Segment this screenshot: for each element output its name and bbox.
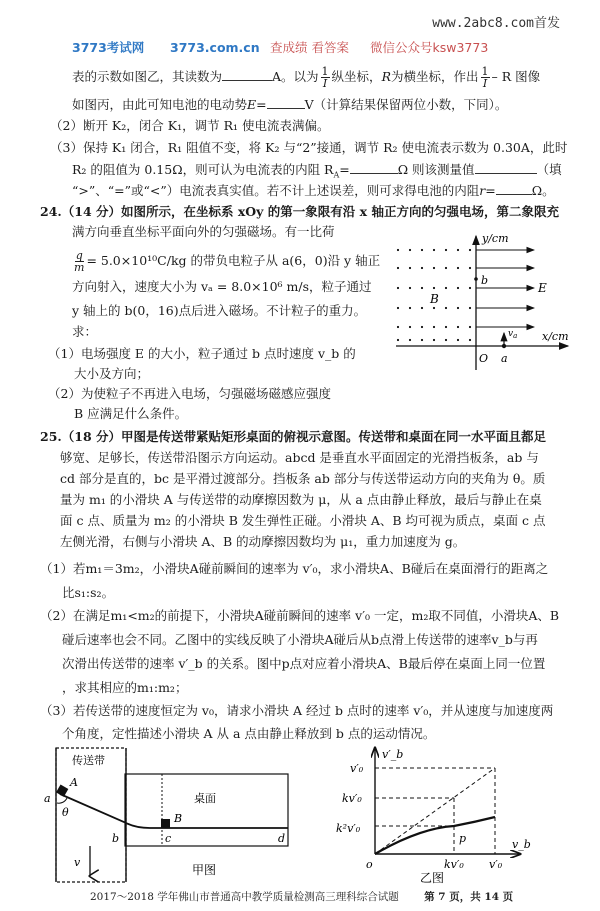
q24-line5: y 轴上的 b(0，16)点后进入磁场。不计粒子的重力。 — [72, 303, 367, 318]
q24-sub1-line1: （1）电场强度 E 的大小，粒子通过 b 点时速度 v_b 的 — [48, 346, 356, 361]
field-dot — [397, 267, 399, 269]
red-watermark: 查成绩 看答案 — [270, 40, 349, 55]
table-label: 桌面 — [194, 792, 216, 805]
frac-den: I — [322, 77, 328, 90]
q24-line3 — [72, 250, 380, 273]
q25-sub1-line2: 比s₁:s₂。 — [62, 585, 115, 600]
point-b-marker — [474, 277, 478, 281]
q25-sub2-line1: （2）在满足m₁<m₂的前提下，小滑块A碰前瞬间的速率 v′₀ 一定，m₂取不同值，小滑块A、B — [40, 608, 560, 623]
y-axis-label: y/cm — [482, 232, 509, 245]
x-tick-kv0: kv′₀ — [444, 858, 464, 871]
q25-line3: cd 部分是直的，bc 是平滑过渡部分。挡板条 ab 部分与传送带运动方向的夹角为 θ。质 — [60, 471, 546, 486]
point-p-label: p — [459, 832, 467, 845]
velocity-label: v — [74, 856, 81, 869]
text: V（计算结果保留两位小数，下同）。 — [304, 97, 508, 112]
point-a-label: a — [501, 352, 508, 365]
q25-sub3-line1: （3）若传送带的速度恒定为 v₀，请求小滑块 A 经过 b 点时的速率 v′₀，并从速度与加速度两 — [40, 703, 554, 718]
electric-field-arrows — [476, 250, 534, 327]
text: E= — [247, 97, 267, 112]
y-axis-label: v′_b — [382, 748, 404, 761]
text: 表的示数如图乙，其读数为 — [72, 69, 223, 84]
x-tick-v0: v′₀ — [489, 858, 503, 871]
point-a-marker — [502, 344, 506, 348]
field-dot — [445, 267, 447, 269]
point-c-label: c — [165, 832, 172, 845]
velocity-label: $v_a$ — [508, 329, 518, 340]
block-B-label: B — [174, 812, 183, 825]
red-watermark-sub: 微信公众号ksw3773 — [370, 40, 489, 55]
q24-line2: 满方向垂直坐标平面向外的匀强磁场。有一比荷 — [72, 224, 335, 239]
table-surface — [125, 774, 288, 846]
text: Ω。 — [531, 183, 555, 198]
frac-den: m — [74, 261, 85, 274]
fraction-q-over-m — [74, 250, 84, 273]
q25-line6: 左侧光滑，右侧与小滑块 A、B 的动摩擦因数均为 μ₁，重力加速度为 g。 — [60, 534, 466, 549]
field-dot — [457, 249, 459, 251]
field-dot — [445, 326, 447, 328]
field-dot — [469, 307, 471, 309]
angle-arc — [57, 798, 67, 803]
fig-jia-caption: 甲图 — [192, 863, 217, 877]
q24-field-figure — [392, 222, 600, 382]
text: A。以为 — [272, 69, 319, 84]
fraction-1-over-I-2 — [481, 66, 490, 89]
logo-watermark: 3773考试网 — [72, 40, 145, 55]
origin-label: o — [366, 858, 373, 871]
angle-label: θ — [62, 806, 69, 819]
site-watermark: www.2abc8.com首发 — [432, 16, 560, 31]
q23-part3-line3 — [72, 182, 555, 199]
field-dot — [409, 326, 411, 328]
field-E-label: E — [538, 281, 547, 295]
fraction-1-over-I — [321, 66, 330, 89]
point-b-label: b — [481, 274, 489, 287]
q24-line6: 求： — [72, 324, 98, 339]
text: 如图丙，由此可知电池的电动势 — [72, 97, 248, 112]
field-dot — [409, 339, 411, 341]
field-dot — [421, 249, 423, 251]
field-dot — [445, 249, 447, 251]
field-dot — [397, 339, 399, 341]
fig-yi-velocity-graph — [320, 746, 600, 886]
field-dot — [433, 307, 435, 309]
q25-line1: 25.（18 分）甲图是传送带紧贴矩形桌面的俯视示意图。传送带和桌面在同一水平面且都足 — [40, 429, 546, 444]
answer-blank[interactable] — [267, 96, 305, 109]
x-axis-label: x/cm — [542, 330, 569, 343]
answer-blank[interactable] — [222, 68, 272, 81]
footer-page: 第 7 页，共 14 页 — [424, 891, 514, 903]
fig-jia-conveyor — [0, 746, 320, 886]
point-a-label: a — [44, 792, 51, 805]
diagonal-line — [375, 768, 495, 854]
q23-part3-line2 — [72, 161, 562, 184]
solid-curve — [375, 817, 495, 854]
field-dot — [433, 267, 435, 269]
field-dot — [433, 339, 435, 341]
q23-line2 — [72, 96, 507, 113]
block-A-label: A — [70, 776, 78, 789]
block-A — [56, 785, 68, 797]
field-dot — [421, 339, 423, 341]
fig-yi-caption: 乙图 — [420, 871, 445, 885]
q23-line1 — [72, 66, 540, 89]
frac-num: q — [75, 249, 83, 262]
field-dot — [421, 267, 423, 269]
field-dot — [469, 339, 471, 341]
field-dot — [445, 339, 447, 341]
y-tick-k2v0: k²v′₀ — [336, 822, 361, 835]
field-dot — [469, 287, 471, 289]
point-b-label: b — [112, 832, 120, 845]
field-dot — [409, 287, 411, 289]
origin-label: O — [479, 352, 489, 365]
field-dot — [457, 307, 459, 309]
field-dot — [409, 249, 411, 251]
frac-num: 1 — [481, 65, 489, 78]
q23-part3-line1: （3）保持 K₁ 闭合，R₁ 阻值不变，将 K₂ 与“2”接通，调节 R₂ 使电流表示数为 0.30A，此时 — [50, 140, 568, 155]
q25-sub1-line1: （1）若m₁＝3m₂，小滑块A碰前瞬间的速率为 v′₀，求小滑块A、B碰后在桌面滑行的距离之 — [40, 561, 549, 576]
text: （填 — [536, 162, 562, 177]
point-d-label: d — [278, 832, 286, 845]
text: = 5.0×10¹⁰C/kg 的带负电粒子从 a(6，0)沿 y 轴正 — [86, 253, 381, 268]
guide-lines — [375, 768, 495, 854]
frac-num: 1 — [321, 65, 329, 78]
answer-blank[interactable] — [475, 161, 537, 174]
y-tick-v0: v′₀ — [350, 762, 364, 775]
q24-sub2-line2: B 应满足什么条件。 — [74, 406, 188, 421]
field-dot — [397, 249, 399, 251]
q23-part2: （2）断开 K₂，闭合 K₁，调节 R₁ 使电流表满偏。 — [50, 118, 330, 133]
field-dot — [421, 307, 423, 309]
q25-sub3-line2: 个角度，定性描述小滑块 A 从 a 点由静止释放到 b 点的运动情况。 — [62, 726, 436, 741]
text: r= — [479, 183, 496, 198]
answer-blank[interactable] — [496, 182, 532, 195]
q25-line2: 够宽、足够长，传送带沿图示方向运动。abcd 是垂直水平面固定的光滑挡板条，ab 与 — [60, 450, 539, 465]
field-dot — [421, 287, 423, 289]
q24-line1: 24.（14 分）如图所示，在坐标系 xOy 的第一象限有沿 x 轴正方向的匀强电场，第二象限充 — [40, 204, 559, 219]
field-dot — [445, 307, 447, 309]
footer — [90, 889, 513, 904]
block-B — [161, 819, 170, 828]
field-dot — [445, 287, 447, 289]
field-dot — [397, 307, 399, 309]
frac-den: I — [482, 77, 488, 90]
field-dot — [469, 326, 471, 328]
text: 纵坐标， — [331, 69, 382, 84]
url-watermark: 3773.com.cn — [170, 40, 260, 55]
field-dot — [409, 307, 411, 309]
answer-blank[interactable] — [350, 161, 398, 174]
field-dot — [433, 287, 435, 289]
x-axis-label: v_b — [512, 838, 531, 851]
field-dot — [469, 249, 471, 251]
field-dot — [433, 326, 435, 328]
field-dot — [457, 326, 459, 328]
text: R — [381, 69, 391, 84]
field-dot — [457, 287, 459, 289]
field-B-label: B — [430, 292, 439, 306]
q24-sub1-line2: 大小及方向； — [74, 366, 150, 381]
field-dot — [397, 287, 399, 289]
field-dot — [397, 326, 399, 328]
field-dot — [469, 267, 471, 269]
text: 为横坐标，作出 — [390, 69, 479, 84]
q25-sub2-line2: 碰后速率也会不同。乙图中的实线反映了小滑块A碰后从b点滑上传送带的速率v_b与再 — [62, 632, 538, 647]
text: Ω 则该测量值 — [397, 162, 475, 177]
field-dot — [421, 326, 423, 328]
field-dot — [457, 267, 459, 269]
q24-sub2-line1: （2）为使粒子不再进入电场，匀强磁场磁感应强度 — [48, 386, 331, 401]
footer-title: 2017～2018 学年佛山市普通高中教学质量检测高三理科综合试题 — [90, 891, 399, 903]
text: “>”、“=”或“<”）电流表真实值。若不计上述误差，则可求得电池的内阻 — [72, 183, 480, 198]
text: = — [339, 162, 350, 177]
q24-line4: 方向射入，速度大小为 vₐ = 8.0×10⁶ m/s，粒子通过 — [72, 279, 372, 294]
q25-line5: 面 c 点、质量为 m₂ 的小滑块 B 发生弹性正碰。小滑块 A、B 均可视为质点，桌面 c 点 — [60, 513, 546, 528]
text: – R 图像 — [491, 69, 541, 84]
y-tick-kv0: kv′₀ — [342, 792, 362, 805]
field-dot — [409, 267, 411, 269]
belt-label: 传送带 — [72, 754, 105, 767]
text: R₂ 的阻值为 0.15Ω，则可认为电流表的内阻 R — [72, 162, 334, 177]
text: A — [333, 170, 340, 180]
q25-sub2-line3: 次滑出传送带的速率 v′_b 的关系。图中p点对应着小滑块A、B最后停在桌面上同一位置 — [62, 656, 546, 671]
q25-line4: 量为 m₁ 的小滑块 A 与传送带的动摩擦因数为 μ，从 a 点由静止释放，最后与静止在桌 — [60, 492, 542, 507]
q25-sub2-line4: ，求其相应的m₁:m₂； — [62, 680, 188, 695]
field-dot — [433, 249, 435, 251]
field-dot — [457, 339, 459, 341]
